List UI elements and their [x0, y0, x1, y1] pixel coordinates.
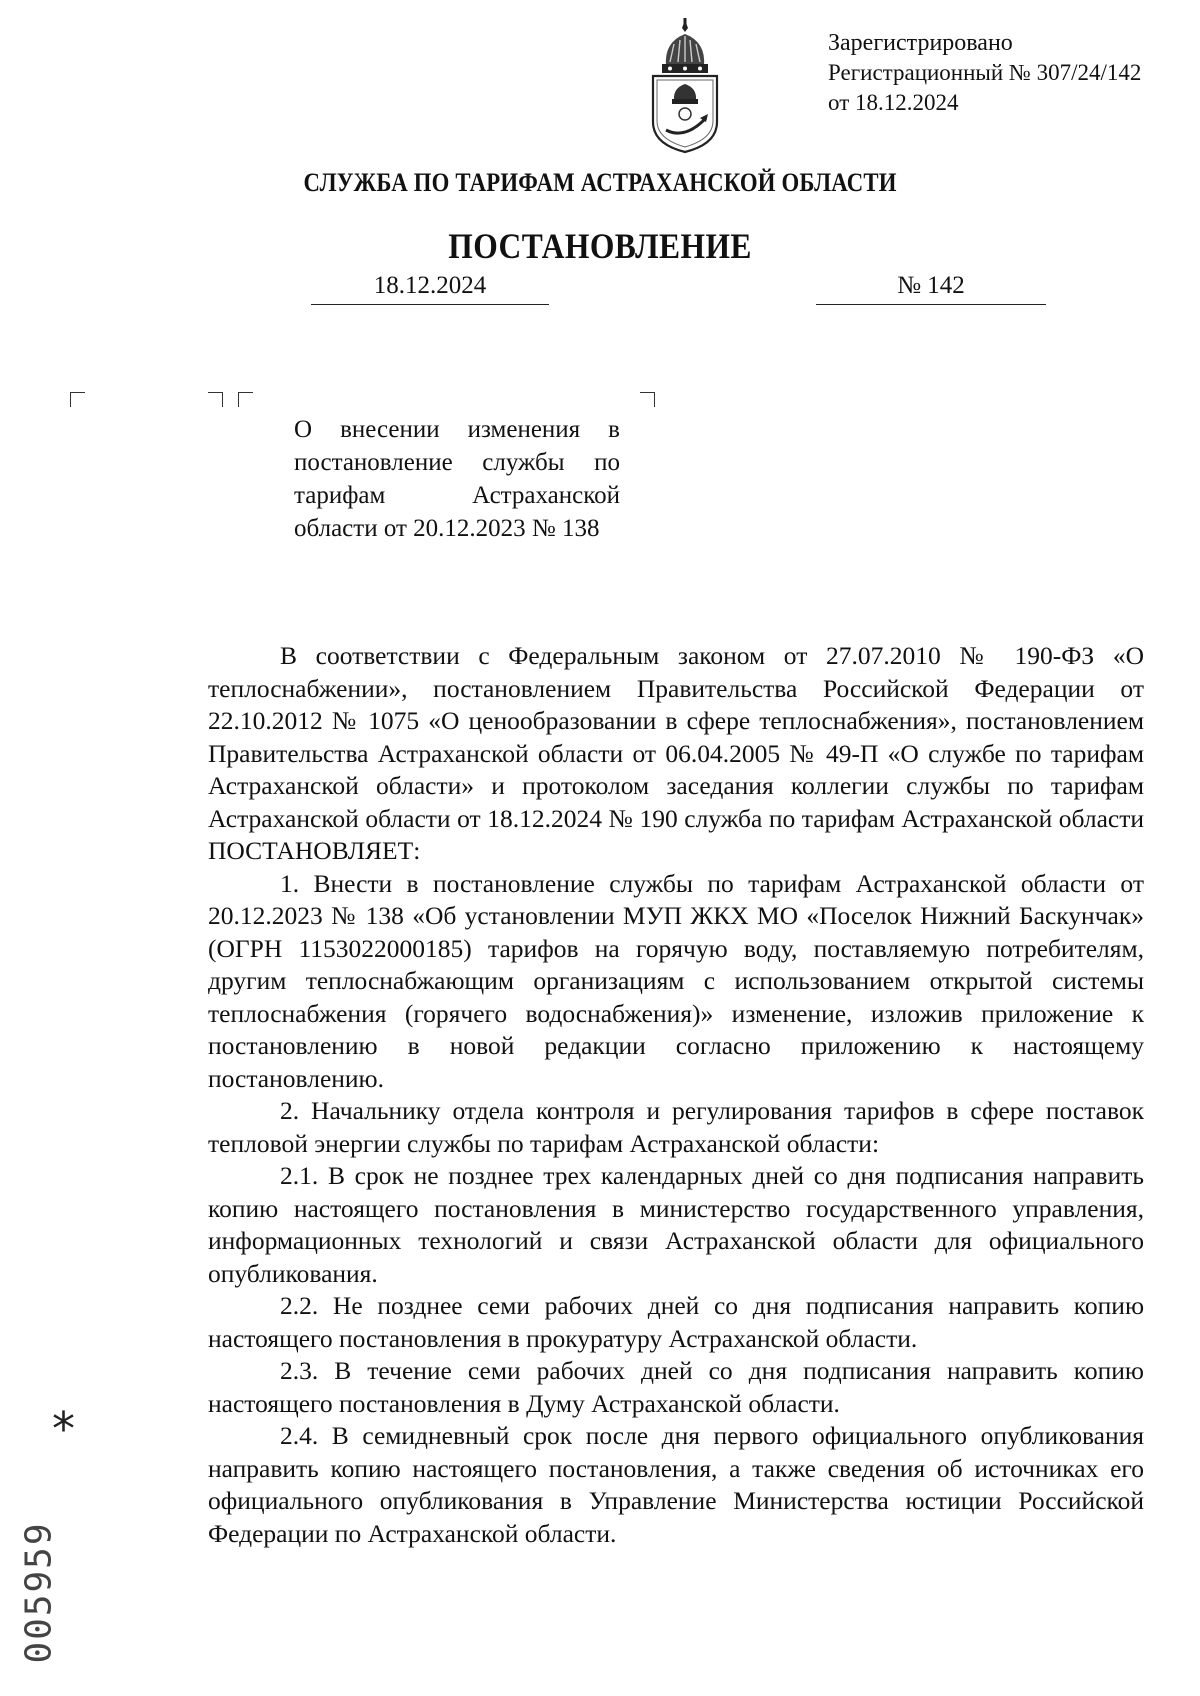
registration-status: Зарегистрировано [828, 30, 1013, 56]
margin-stamp-number: 005959 [18, 1521, 60, 1664]
document-date: 18.12.2024 [311, 272, 549, 305]
body-paragraph: 2.2. Не позднее семи рабочих дней со дня подписания направить копию настоящего постановления в прокуратуру Астраханской области. [208, 1291, 1144, 1353]
document-type-title: ПОСТАНОВЛЕНИЕ [448, 226, 752, 266]
registration-date: от 18.12.2024 [828, 90, 959, 115]
corner-mark [640, 392, 655, 407]
registration-number: Регистрационный № 307/24/142 [828, 60, 1142, 85]
document-subject: О внесении изменения в постановление службы по тарифам Астраханской области от 20.12.2023 № 138 [294, 416, 620, 542]
astrakhan-coat-of-arms-icon [644, 18, 726, 156]
body-paragraph: 2. Начальнику отдела контроля и регулирования тарифов в сфере поставок тепловой энергии службы по тарифам Астраханской области: [208, 1096, 1144, 1158]
body-paragraph: 2.3. В течение семи рабочих дней со дня подписания направить копию настоящего постановления в Думу Астраханской области. [208, 1356, 1144, 1418]
body-paragraph: 2.4. В семидневный срок после дня первого официального опубликования направить копию настоящего постановления, а также сведения об источниках его официального опубликования в Управление Министерства юстиции Российской Федерации по Астраханской области. [208, 1421, 1144, 1548]
corner-mark [238, 392, 253, 407]
body-paragraph: В соответствии с Федеральным законом от 27.07.2010 № 190-ФЗ «О теплоснабжении», постановлением Правительства Российской Федерации от 22.10.2012 № 1075 «О ценообразовании в сфере теплоснабжения», постановлением Правительства Астраханской области от 06.04.2005 № 49-П «О службе по тарифам Астраханской области» и протоколом заседания коллегии службы по тарифам Астраханской области от 18.12.2024 № 190 служба по тарифам Астраханской области ПОСТАНОВЛЯЕТ: [208, 641, 1144, 865]
corner-mark [70, 392, 85, 407]
corner-mark [208, 392, 223, 407]
body-paragraph: 2.1. В срок не позднее трех календарных дней со дня подписания направить копию настоящего постановления в министерство государственного управления, информационных технологий и связи Астраханской области для официального опубликования. [208, 1161, 1144, 1288]
document-body [208, 640, 1144, 1550]
document-number: № 142 [816, 272, 1046, 305]
registration-stamp [828, 28, 1141, 118]
agency-name: СЛУЖБА ПО ТАРИФАМ АСТРАХАНСКОЙ ОБЛАСТИ [303, 168, 897, 197]
body-paragraph: 1. Внести в постановление службы по тарифам Астраханской области от 20.12.2023 № 138 «Об установлении МУП ЖКХ МО «Поселок Нижний Баскунчак» (ОГРН 1153022000185) тарифов на горячую воду, поставляемую потребителям, другим теплоснабжающим организациям с использованием открытой системы теплоснабжения (горячего водоснабжения)» изменение, изложив приложение к постановлению в новой редакции согласно приложению к настоящему постановлению. [208, 868, 1144, 1093]
margin-asterisk: * [52, 1402, 75, 1456]
